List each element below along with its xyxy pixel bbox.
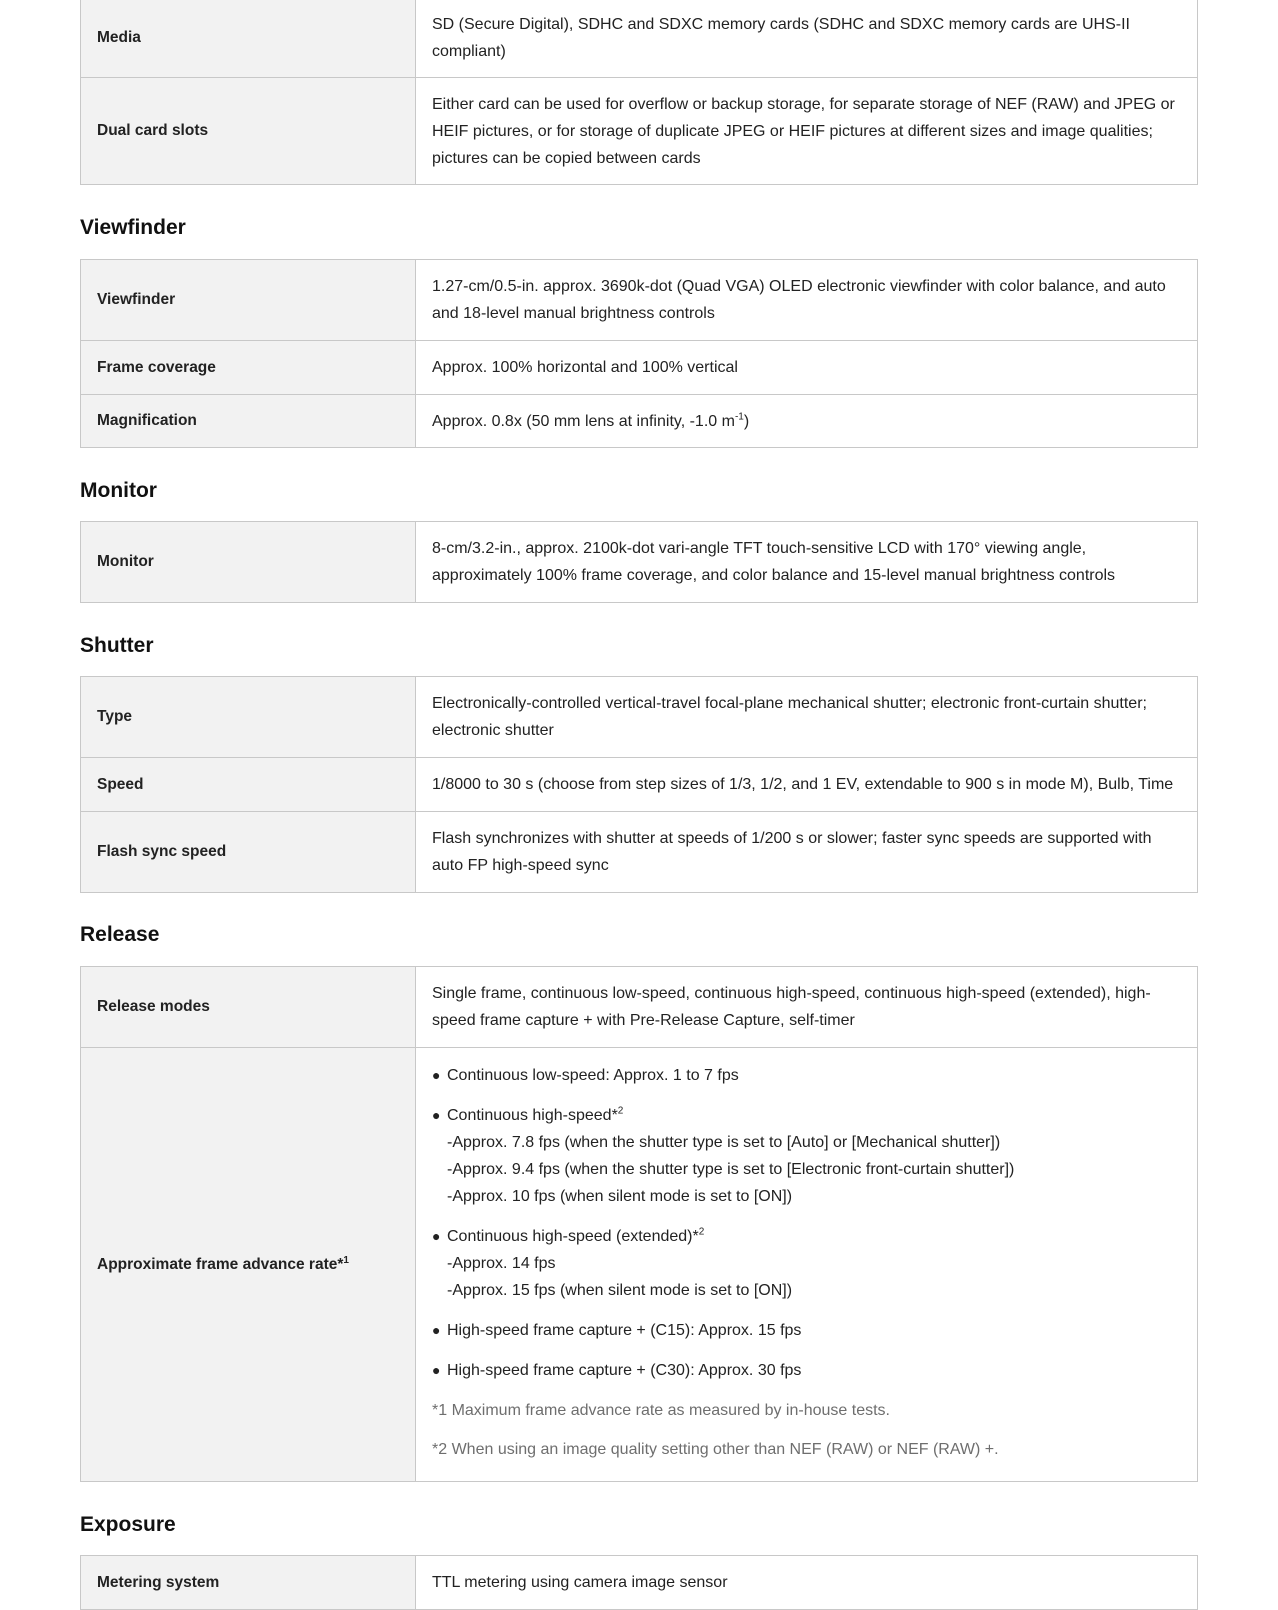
footnote: *1 Maximum frame advance rate as measured by in-house tests.	[432, 1402, 890, 1419]
row-value: Single frame, continuous low-speed, continuous high-speed, continuous high-speed (extended), high-speed frame capture + with Pre-Release Capture, self-timer	[416, 967, 1198, 1048]
list-item-text: Continuous low-speed: Approx. 1 to 7 fps	[447, 1067, 739, 1084]
list-subline: -Approx. 7.8 fps (when the shutter type is set to [Auto] or [Mechanical shutter])	[447, 1134, 1001, 1151]
superscript: 1	[343, 1254, 349, 1266]
table-row	[81, 0, 1198, 78]
list-item	[432, 1062, 1181, 1089]
bullet-icon: ●	[432, 1362, 441, 1378]
table-row	[81, 395, 1198, 448]
superscript: 2	[698, 1226, 705, 1238]
row-value	[416, 1048, 1198, 1482]
section-title-release: Release	[80, 923, 160, 946]
viewfinder-table	[80, 259, 1198, 448]
row-value: Electronically-controlled vertical-travel focal-plane mechanical shutter; electronic front-curtain shutter; electronic shutter	[416, 677, 1198, 758]
row-label: Dual card slots	[81, 78, 416, 185]
list-item	[432, 1102, 1181, 1210]
row-label: Flash sync speed	[81, 812, 416, 893]
table-row	[81, 1556, 1198, 1610]
magnification-close: )	[743, 412, 750, 430]
row-value: Flash synchronizes with shutter at speeds of 1/200 s or slower; faster sync speeds are supported with auto FP high-speed sync	[416, 812, 1198, 893]
list-subline: -Approx. 10 fps (when silent mode is set to [ON])	[447, 1188, 793, 1205]
row-label: Metering system	[81, 1556, 416, 1610]
row-label: Viewfinder	[81, 260, 416, 341]
list-item-text: High-speed frame capture + (C30): Approx. 30 fps	[447, 1362, 802, 1379]
table-row	[81, 522, 1198, 603]
bullet-icon: ●	[432, 1228, 441, 1244]
section-title-exposure: Exposure	[80, 1513, 176, 1536]
row-value: 8-cm/3.2-in., approx. 2100k-dot vari-angle TFT touch-sensitive LCD with 170° viewing angle, approximately 100% frame coverage, and color balance and 15-level manual brightness controls	[416, 522, 1198, 603]
table-row	[81, 758, 1198, 812]
row-label: Monitor	[81, 522, 416, 603]
frame-rate-list	[432, 1062, 1181, 1384]
row-value: SD (Secure Digital), SDHC and SDXC memory cards (SDHC and SDXC memory cards are UHS-II compliant)	[416, 0, 1198, 78]
section-title-viewfinder: Viewfinder	[80, 216, 186, 239]
table-row	[81, 1048, 1198, 1482]
list-subline: -Approx. 14 fps	[447, 1255, 556, 1272]
superscript: 2	[617, 1105, 624, 1117]
table-row	[81, 78, 1198, 185]
table-row	[81, 341, 1198, 395]
magnification-text: Approx. 0.8x (50 mm lens at infinity, -1.0 m	[432, 412, 735, 430]
table-row	[81, 967, 1198, 1048]
row-value: 1.27-cm/0.5-in. approx. 3690k-dot (Quad VGA) OLED electronic viewfinder with color balance, and auto and 18-level manual brightness controls	[416, 260, 1198, 341]
superscript: -1	[734, 411, 744, 423]
row-value	[416, 395, 1198, 448]
shutter-table	[80, 676, 1198, 893]
list-item	[432, 1317, 1181, 1344]
list-subline: -Approx. 15 fps (when silent mode is set to [ON])	[447, 1282, 793, 1299]
row-label: Type	[81, 677, 416, 758]
row-value: 1/8000 to 30 s (choose from step sizes of 1/3, 1/2, and 1 EV, extendable to 900 s in mode M), Bulb, Time	[416, 758, 1198, 812]
list-subline: -Approx. 9.4 fps (when the shutter type is set to [Electronic front-curtain shutter])	[447, 1161, 1015, 1178]
exposure-table	[80, 1555, 1198, 1610]
row-label: Magnification	[81, 395, 416, 448]
row-label: Release modes	[81, 967, 416, 1048]
row-label	[81, 1048, 416, 1482]
frame-rate-label: Approximate frame advance rate*	[97, 1255, 344, 1273]
row-label: Media	[81, 0, 416, 78]
bullet-icon: ●	[432, 1322, 441, 1338]
section-title-monitor: Monitor	[80, 479, 157, 502]
footnote: *2 When using an image quality setting other than NEF (RAW) or NEF (RAW) +.	[432, 1441, 999, 1458]
release-table	[80, 966, 1198, 1482]
list-item	[432, 1357, 1181, 1384]
bullet-icon: ●	[432, 1067, 441, 1083]
row-value: Approx. 100% horizontal and 100% vertical	[416, 341, 1198, 395]
table-row	[81, 677, 1198, 758]
row-label: Frame coverage	[81, 341, 416, 395]
list-item-text: Continuous high-speed*	[447, 1107, 618, 1124]
storage-table	[80, 0, 1198, 185]
monitor-table	[80, 521, 1198, 603]
bullet-icon: ●	[432, 1107, 441, 1123]
list-item-text: High-speed frame capture + (C15): Approx. 15 fps	[447, 1322, 802, 1339]
row-label: Speed	[81, 758, 416, 812]
table-row	[81, 260, 1198, 341]
table-row	[81, 812, 1198, 893]
list-item-text: Continuous high-speed (extended)*	[447, 1228, 699, 1245]
list-item	[432, 1223, 1181, 1304]
row-value: Either card can be used for overflow or backup storage, for separate storage of NEF (RAW) and JPEG or HEIF pictures, or for storage of duplicate JPEG or HEIF pictures at different sizes and image qualities; pictures can be copied between cards	[416, 78, 1198, 185]
section-title-shutter: Shutter	[80, 634, 154, 657]
row-value: TTL metering using camera image sensor	[416, 1556, 1198, 1610]
